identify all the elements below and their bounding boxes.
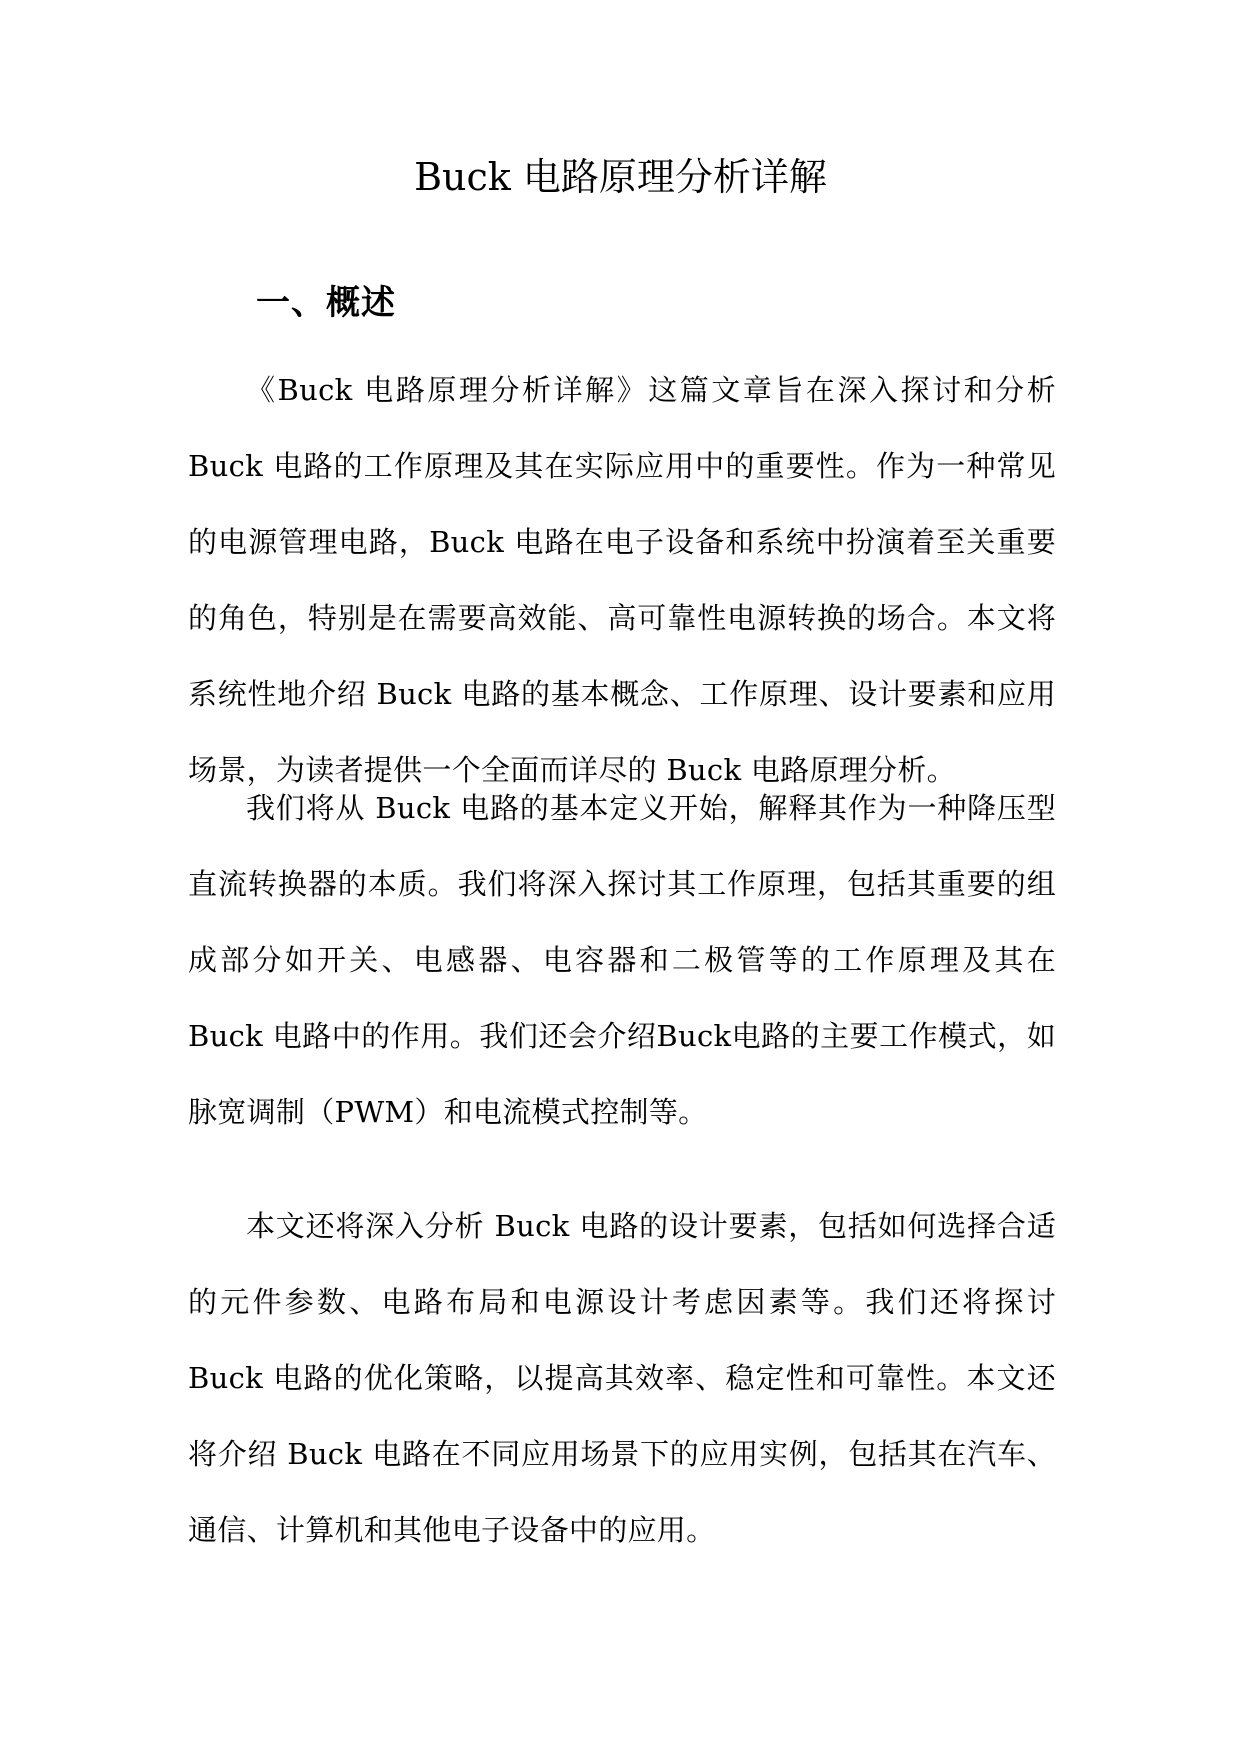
paragraph-3: 本文还将深入分析 Buck 电路的设计要素，包括如何选择合适的元件参数、电路布局和电源设计考虑因素等。我们还将探讨 Buck 电路的优化策略，以提高其效率、稳定性和可靠性。本文还将介绍 Buck 电路在不同应用场景下的应用实例，包括其在汽车、通信、计算机和其他电子设备中的应用。	[188, 1209, 1056, 1547]
document-title: Buck 电路原理分析详解	[414, 155, 827, 199]
paragraph-1: 《Buck 电路原理分析详解》这篇文章旨在深入探讨和分析 Buck 电路的工作原理及其在实际应用中的重要性。作为一种常见的电源管理电路，Buck 电路在电子设备和系统中扮演着至关重要的角色，特别是在需要高效能、高可靠性电源转换的场合。本文将系统性地介绍 Buck 电路的基本概念、工作原理、设计要素和应用场景，为读者提供一个全面而详尽的 Buck 电路原理分析。	[188, 373, 1056, 787]
section-heading-overview: 一、概述	[256, 283, 396, 323]
paragraph-2: 我们将从 Buck 电路的基本定义开始，解释其作为一种降压型直流转换器的本质。我们将深入探讨其工作原理，包括其重要的组成部分如开关、电感器、电容器和二极管等的工作原理及其在 Buck 电路中的作用。我们还会介绍Buck电路的主要工作模式，如脉宽调制（PWM）和电流模式控制等。	[188, 791, 1056, 1129]
